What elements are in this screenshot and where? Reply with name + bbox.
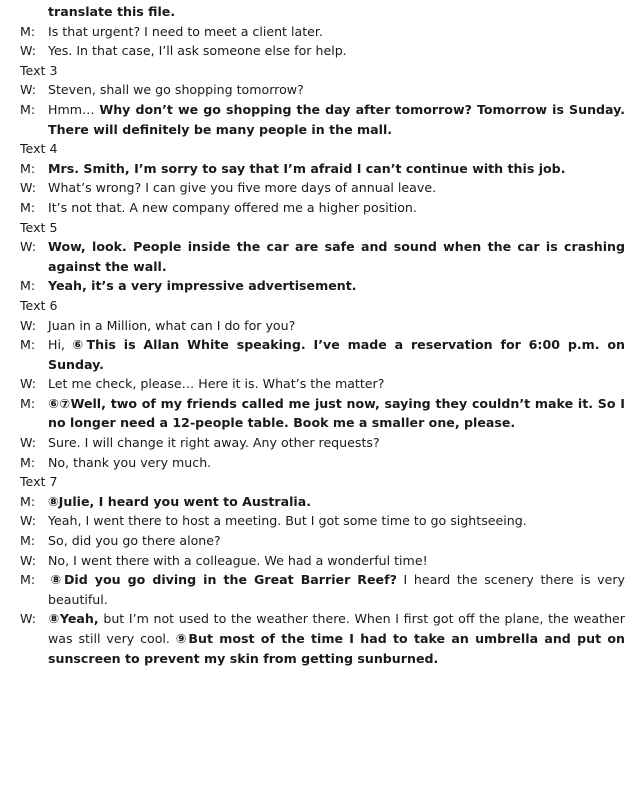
highlighted-text: translate this file. (48, 4, 176, 19)
dialogue-line (20, 453, 625, 473)
speaker-label: W: (20, 180, 36, 196)
speaker-label: W: (20, 43, 36, 59)
section-heading (20, 296, 625, 316)
dialogue-line (20, 531, 625, 551)
dialogue-line (20, 100, 625, 139)
highlighted-text: ⑥⑦Well, two of my friends called me just now, saying they couldn’t make it. So I no longer need a 12-people table. Book me a smaller one, please. (48, 395, 625, 431)
line-text: It’s not that. A new company offered me a higher position. (48, 199, 417, 215)
dialogue-line (20, 374, 625, 394)
speaker-label: M: (20, 337, 36, 353)
dialogue-line (20, 335, 625, 374)
speaker-label: W: (20, 239, 36, 255)
dialogue-line (20, 609, 625, 668)
line-text: Text 3 (20, 62, 58, 78)
speaker-label: W: (20, 513, 36, 529)
highlighted-text: Yeah, it’s a very impressive advertisement. (48, 278, 357, 294)
highlighted-text: ⑥This is Allan White speaking. I’ve made a reservation for 6:00 p.m. on Sunday. (48, 337, 625, 372)
dialogue-line (20, 237, 625, 276)
section-heading (20, 218, 625, 238)
line-text: Yeah, I went there to host a meeting. But I got some time to go sightseeing. (48, 513, 527, 529)
highlighted-text: Mrs. Smith, I’m sorry to say that I’m afraid I can’t continue with this job. (48, 160, 566, 176)
speaker-label: M: (20, 395, 36, 411)
dialogue-line (20, 492, 625, 512)
speaker-label: W: (20, 376, 36, 392)
dialogue-line (20, 433, 625, 453)
speaker-label: M: (20, 533, 36, 549)
line-text: What’s wrong? I can give you five more days of annual leave. (48, 180, 437, 196)
line-text: but I’m not used to the weather there. When I first got off the plane, the weather was still very cool. (48, 611, 625, 646)
line-text: No, I went there with a colleague. We had a wonderful time! (48, 552, 428, 568)
speaker-label: W: (20, 317, 36, 333)
line-text: No, thank you very much. (48, 454, 212, 470)
speaker-label: M: (20, 278, 36, 294)
line-text: Text 6 (20, 297, 58, 313)
highlighted-text: ⑧Julie, I heard you went to Australia. (48, 493, 312, 509)
highlighted-text: ⑧Yeah, (48, 611, 99, 627)
speaker-label: M: (20, 454, 36, 470)
line-text: Sure. I will change it right away. Any other requests? (48, 435, 380, 451)
line-text: Juan in a Million, what can I do for you? (48, 317, 296, 333)
transcript-page (0, 2, 643, 668)
dialogue-line (20, 570, 625, 609)
speaker-label: M: (20, 572, 36, 588)
highlighted-text: Why don’t we go shopping the day after tomorrow? Tomorrow is Sunday. There will definitely be many people in the mall. (48, 101, 625, 137)
dialogue-line (20, 511, 625, 531)
dialogue-line (20, 178, 625, 198)
dialogue-line (20, 41, 625, 61)
speaker-label: M: (20, 160, 36, 176)
dialogue-line (20, 2, 625, 22)
speaker-label: W: (20, 82, 36, 98)
speaker-label: M: (20, 101, 36, 117)
dialogue-line (20, 198, 625, 218)
speaker-label: W: (20, 552, 36, 568)
dialogue-line (20, 316, 625, 336)
speaker-label: M: (20, 23, 36, 39)
line-text: I heard the scenery there is very beautiful. (48, 572, 625, 607)
dialogue-line (20, 80, 625, 100)
dialogue-line (20, 159, 625, 179)
line-text: Text 4 (20, 141, 58, 157)
speaker-label: M: (20, 493, 36, 509)
section-heading (20, 139, 625, 159)
line-text: So, did you go there alone? (48, 533, 221, 549)
dialogue-line (20, 276, 625, 296)
line-text: Text 5 (20, 219, 58, 235)
speaker-label: M: (20, 199, 36, 215)
dialogue-line (20, 551, 625, 571)
highlighted-text: ⑨But most of the time I had to take an umbrella and put on sunscreen to prevent my skin from getting sunburned. (48, 631, 625, 666)
line-text: Text 7 (20, 474, 58, 490)
line-text: Hmm… (48, 101, 100, 117)
line-text: Hi, (48, 337, 73, 353)
line-text: Let me check, please… Here it is. What’s the matter? (48, 376, 385, 392)
dialogue-line (20, 394, 625, 433)
speaker-label: W: (20, 435, 36, 451)
speaker-label: W: (20, 611, 36, 627)
highlighted-text: ⑧Did you go diving in the Great Barrier Reef? (48, 572, 397, 588)
highlighted-text: Wow, look. People inside the car are safe and sound when the car is crashing against the wall. (48, 239, 625, 274)
line-text: Yes. In that case, I’ll ask someone else for help. (48, 43, 347, 59)
section-heading (20, 61, 625, 81)
section-heading (20, 472, 625, 492)
line-text: Steven, shall we go shopping tomorrow? (48, 82, 304, 98)
dialogue-line (20, 22, 625, 42)
line-text: Is that urgent? I need to meet a client later. (48, 23, 323, 39)
